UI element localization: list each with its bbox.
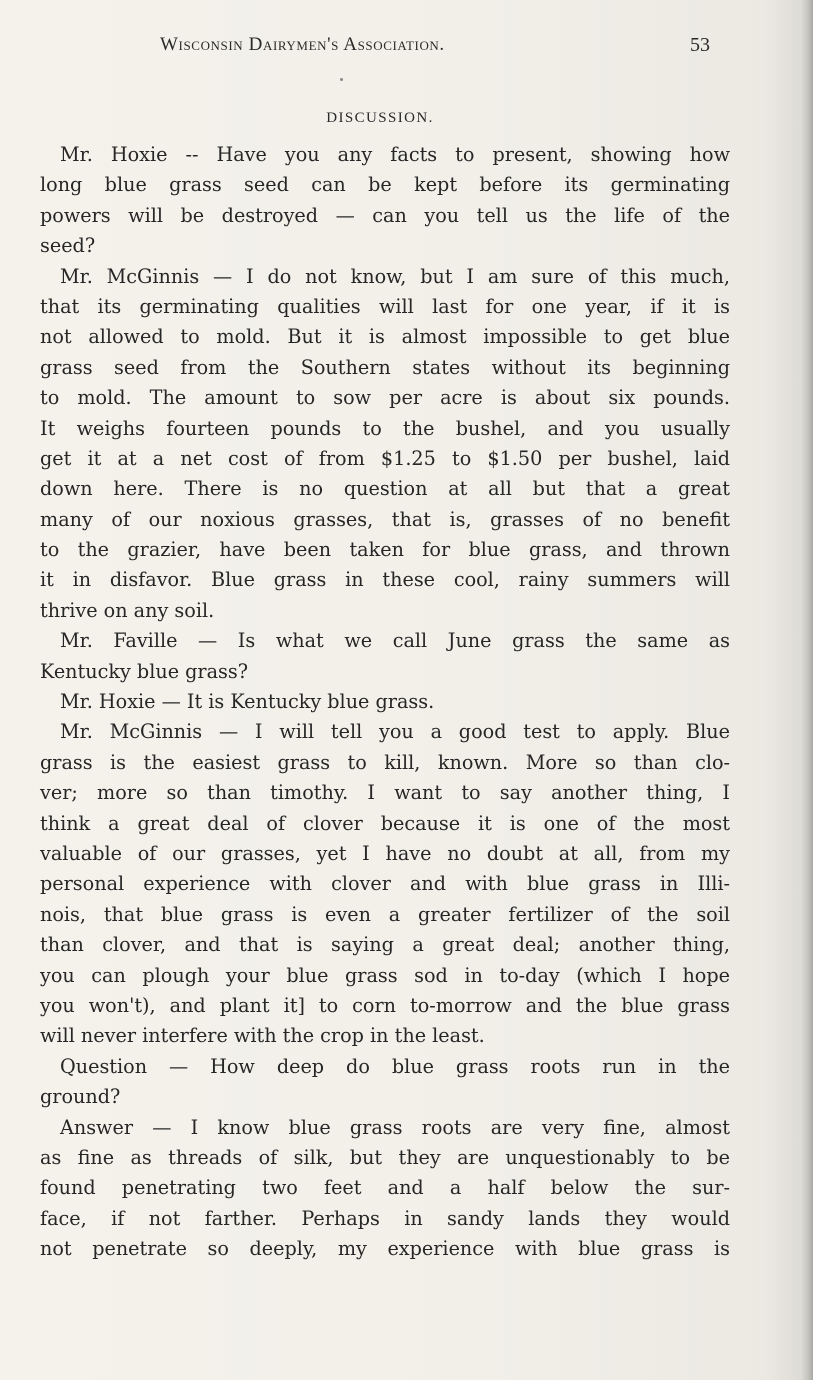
text-line: grass is the easiest grass to kill, known. More so than clo- xyxy=(40,750,730,774)
text-line: that its germinating qualities will last for one year, if it is xyxy=(40,294,730,318)
text-line: It weighs fourteen pounds to the bushel, and you usually xyxy=(40,416,730,440)
ink-speck xyxy=(340,78,343,81)
text-line: thrive on any soil. xyxy=(40,598,215,622)
text-line: found penetrating two feet and a half below the sur- xyxy=(40,1176,730,1200)
text-line: to mold. The amount to sow per acre is about six pounds. xyxy=(40,386,730,410)
text-line: Mr. McGinnis — I will tell you a good test to apply. Blue xyxy=(60,720,730,744)
text-line: get it at a net cost of from $1.25 to $1.50 per bushel, laid xyxy=(40,446,730,470)
text-line: Question — How deep do blue grass roots run in the xyxy=(60,1054,730,1078)
text-line: will never interfere with the crop in the least. xyxy=(40,1024,485,1048)
text-line: down here. There is no question at all but that a great xyxy=(40,477,730,501)
running-head xyxy=(160,34,710,64)
text-line: long blue grass seed can be kept before its germinating xyxy=(40,173,730,197)
text-line: as fine as threads of silk, but they are unquestionably to be xyxy=(40,1145,730,1169)
page-number: 53 xyxy=(690,34,710,56)
text-line: not allowed to mold. But it is almost impossible to get blue xyxy=(40,325,730,349)
text-line: valuable of our grasses, yet I have no doubt at all, from my xyxy=(40,841,730,865)
text-line: ground? xyxy=(40,1085,121,1109)
text-line: personal experience with clover and with blue grass in Illi- xyxy=(40,872,730,896)
body-text xyxy=(40,140,730,1264)
text-line: it in disfavor. Blue grass in these cool, rainy summers will xyxy=(40,568,730,592)
text-line: powers will be destroyed — can you tell us the life of the xyxy=(40,203,730,227)
text-line: Kentucky blue grass? xyxy=(40,659,249,683)
text-line: grass seed from the Southern states without its beginning xyxy=(40,355,730,379)
text-line: ver; more so than timothy. I want to say another thing, I xyxy=(40,781,730,805)
text-line: seed? xyxy=(40,234,96,258)
running-title: Wisconsin Dairymen's Association. xyxy=(160,34,445,55)
text-line: to the grazier, have been taken for blue grass, and thrown xyxy=(40,538,730,562)
text-line: think a great deal of clover because it is one of the most xyxy=(40,811,730,835)
page-edge-shadow xyxy=(801,0,813,1380)
text-line: Mr. Hoxie -- Have you any facts to present, showing how xyxy=(60,143,730,166)
text-line: face, if not farther. Perhaps in sandy lands they would xyxy=(40,1206,730,1230)
text-line: Mr. Hoxie — It is Kentucky blue grass. xyxy=(60,690,435,714)
text-line: Mr. Faville — Is what we call June grass the same as xyxy=(60,629,730,653)
text-line: than clover, and that is saying a great deal; another thing, xyxy=(40,933,730,957)
text-line: not penetrate so deeply, my experience with blue grass is xyxy=(40,1237,730,1261)
text-line: you can plough your blue grass sod in to-day (which I hope xyxy=(40,963,730,987)
text-line: you won't), and plant it] to corn to-morrow and the blue grass xyxy=(40,993,730,1017)
section-heading: DISCUSSION. xyxy=(326,110,434,126)
text-line: many of our noxious grasses, that is, grasses of no benefit xyxy=(40,507,730,531)
text-line: Mr. McGinnis — I do not know, but I am sure of this much, xyxy=(60,264,730,288)
text-line: Answer — I know blue grass roots are very fine, almost xyxy=(60,1115,730,1139)
text-line: nois, that blue grass is even a greater fertilizer of the soil xyxy=(40,902,730,926)
